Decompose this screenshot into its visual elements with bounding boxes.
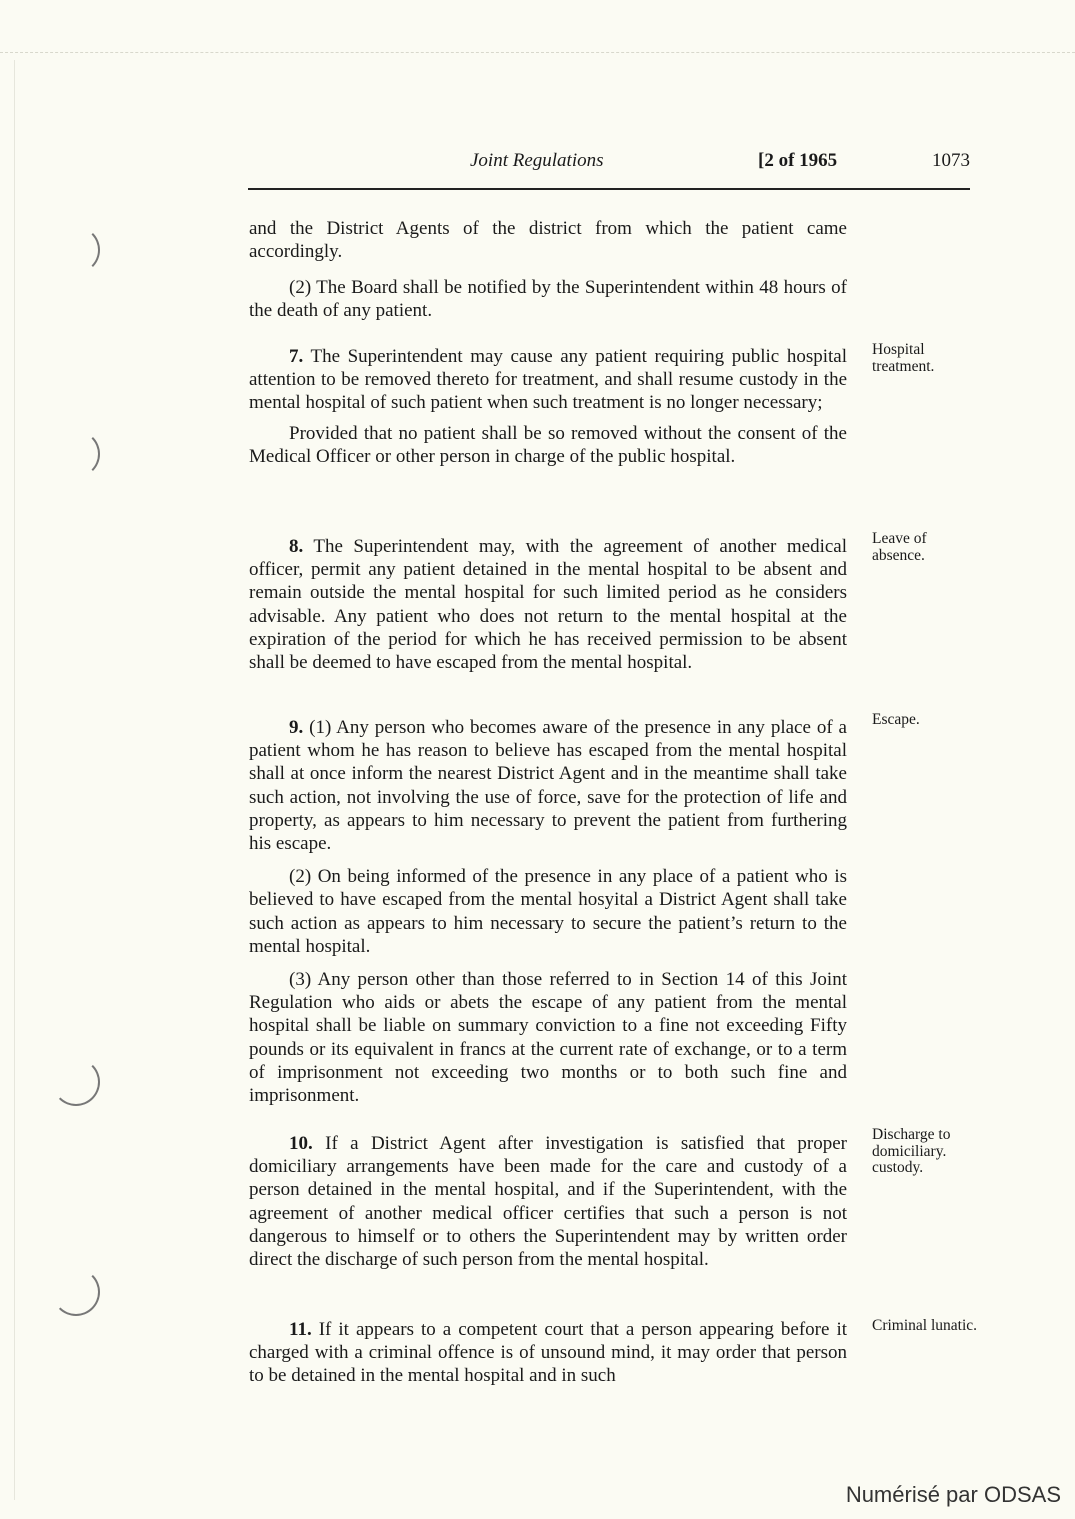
margin-note-escape: Escape.: [872, 711, 920, 728]
punch-hole-3: [52, 1058, 100, 1106]
paragraph-text: (2) The Board shall be notified by the Superintendent within 48 hours of the death of any patient.: [249, 277, 847, 322]
section-6-2: [249, 276, 847, 322]
section-8: [249, 535, 847, 674]
paragraph-text: The Superintendent may, with the agreement of another medical officer, permit any patient detained in the mental hospital to be absent and remain outside the mental hospital for such limited period as he considers advisable. Any patient who does not return to the mental hospital at the expiration of the period for which he has received permission to be absent shall be deemed to have escaped from the mental hospital.: [249, 536, 847, 674]
section-9: [249, 716, 847, 1107]
continuation-paragraph: [249, 217, 847, 263]
margin-note-hospital-treatment: Hospital treatment.: [872, 341, 935, 375]
section-number: 8.: [289, 536, 304, 557]
section-9-3: (3) Any person other than those referred to in Section 14 of this Joint Regulation who aids or abets the escape of any patient from the mental hospital shall be liable on summary conviction to a fine not exceeding Fifty pounds or its equivalent in francs at the current rate of exchange, or to a term of imprisonment not exceeding two months or to both such fine and imprisonment.: [249, 969, 847, 1107]
margin-note-leave-of-absence: Leave of absence.: [872, 530, 927, 564]
margin-note-criminal-lunatic: Criminal lunatic.: [872, 1317, 978, 1334]
section-7: [249, 345, 847, 468]
section-11-body: [249, 1318, 847, 1388]
punch-hole-1: [52, 226, 100, 274]
paragraph-text: (1) Any person who becomes aware of the presence in any place of a patient whom he has reason to believe has escaped from the mental hospital shall at once inform the nearest District Agent and in the meantime shall take such action, not involving the use of force, save for the protection of life and property, as appears to him necessary to prevent the patient from furthering his escape.: [249, 717, 847, 855]
punch-hole-4: [52, 1268, 100, 1316]
page-left-edge: [14, 60, 15, 1500]
section-number: 11.: [289, 1319, 312, 1340]
section-10: [249, 1132, 847, 1271]
section-11: [249, 1318, 847, 1388]
section-number: 7.: [289, 346, 304, 367]
running-header: [248, 150, 970, 176]
section-7-body: [249, 345, 847, 415]
punch-hole-2: [52, 430, 100, 478]
paragraph-text: and the District Agents of the district from which the patient came accordingly.: [249, 218, 847, 263]
section-10-body: [249, 1132, 847, 1271]
page-number: 1073: [932, 150, 970, 171]
section-9-2: (2) On being informed of the presence in any place of a patient who is believed to have escaped from the mental hosyital a District Agent shall take such action as appears to him necessary to secure the patient’s return to the mental hospital.: [249, 866, 847, 957]
digitization-watermark: Numérisé par ODSAS: [845, 1482, 1061, 1507]
paragraph-text: If a District Agent after investigation is satisfied that proper domiciliary arrangements have been made for the care and custody of a person detained in the mental hospital, and if the Superintendent, with the agreement of another medical officer certifies that such a person is not dangerous to himself or to others the Superintendent may by written order direct the discharge of such person from the mental hospital.: [249, 1133, 847, 1271]
header-rule: [248, 188, 970, 190]
paragraph-text: The Superintendent may cause any patient requiring public hospital attention to be removed thereto for treatment, and shall resume custody in the mental hospital of such patient when such treatment is no longer necessary;: [249, 346, 847, 414]
section-9-1: [249, 716, 847, 855]
margin-note-discharge: Discharge to domiciliary. custody.: [872, 1126, 951, 1176]
header-title: Joint Regulations: [470, 150, 604, 171]
section-number: 9.: [289, 717, 304, 738]
section-7-proviso: Provided that no patient shall be so removed without the consent of the Medical Officer or other person in charge of the public hospital.: [249, 422, 847, 467]
page-top-edge: [0, 52, 1075, 53]
section-number: 10.: [289, 1133, 313, 1154]
section-8-body: [249, 535, 847, 674]
header-act-number: [2 of 1965: [758, 150, 838, 171]
paragraph-text: If it appears to a competent court that a person appearing before it charged with a criminal offence is of unsound mind, it may order that person to be detained in the mental hospital and in such: [249, 1319, 848, 1387]
